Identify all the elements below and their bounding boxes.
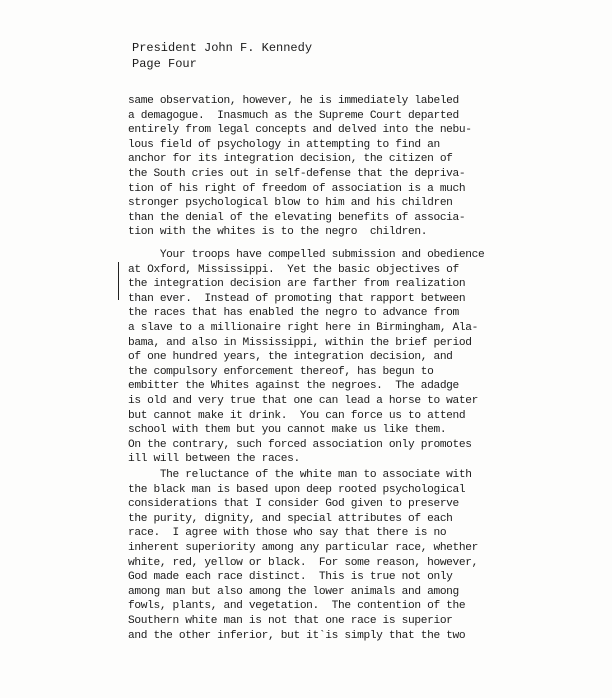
text-line: but cannot make it drink. You can force us to attend xyxy=(128,409,466,422)
text-line: than the denial of the elevating benefits of associa- xyxy=(128,211,466,224)
text-line: race. I agree with those who say that there is no xyxy=(128,527,447,540)
text-line: ill will between the races. xyxy=(128,453,300,466)
text-line: at Oxford, Mississippi. Yet the basic objectives of xyxy=(128,263,459,276)
text-line: the compulsory enforcement thereof, has begun to xyxy=(128,365,434,378)
text-line: the black man is based upon deep rooted psychological xyxy=(128,483,466,496)
margin-mark xyxy=(118,262,119,300)
text-line: God made each race distinct. This is true not only xyxy=(128,571,453,584)
text-line: anchor for its integration decision, the citizen of xyxy=(128,153,453,166)
paragraph-1 xyxy=(128,94,548,240)
page-header xyxy=(132,40,312,72)
text-line: tion with the whites is to the negro children. xyxy=(128,226,428,239)
text-line: On the contrary, such forced association only promotes xyxy=(128,438,472,451)
text-line: fowls, plants, and vegetation. The contention of the xyxy=(128,600,466,613)
text-line: than ever. Instead of promoting that rapport between xyxy=(128,292,466,305)
text-line: a slave to a millionaire right here in Birmingham, Ala- xyxy=(128,321,478,334)
text-line: a demagogue. Inasmuch as the Supreme Court departed xyxy=(128,109,459,122)
text-line: of one hundred years, the integration decision, and xyxy=(128,351,453,364)
text-line: tion of his right of freedom of association is a much xyxy=(128,182,466,195)
text-line: Your troops have compelled submission and obedience xyxy=(128,249,485,261)
text-line: considerations that I consider God given to preserve xyxy=(128,498,459,511)
text-line: the races that has enabled the negro to advance from xyxy=(128,307,459,320)
text-line: the South cries out in self-defense that the depriva- xyxy=(128,167,466,180)
text-line: the integration decision are farther from realization xyxy=(128,278,466,291)
paragraph-3 xyxy=(128,468,548,643)
page-number-line: Page Four xyxy=(132,57,197,71)
text-line: bama, and also in Mississippi, within the brief period xyxy=(128,336,472,349)
text-line: stronger psychological blow to him and his children xyxy=(128,197,453,210)
text-line: among man but also among the lower animals and among xyxy=(128,585,459,598)
text-line: school with them but you cannot make us like them. xyxy=(128,424,447,437)
text-line: inherent superiority among any particular race, whether xyxy=(128,541,478,554)
text-line: embitter the Whites against the negroes. The adadge xyxy=(128,380,459,393)
text-line: is old and very true that one can lead a horse to water xyxy=(128,394,478,407)
text-line: and the other inferior, but it`is simply that the two xyxy=(128,629,466,642)
text-line: The reluctance of the white man to associate with xyxy=(128,469,472,481)
text-line: white, red, yellow or black. For some reason, however, xyxy=(128,556,478,569)
text-line: entirely from legal concepts and delved into the nebu- xyxy=(128,124,472,137)
text-line: Southern white man is not that one race is superior xyxy=(128,614,453,627)
text-line: lous field of psychology in attempting to find an xyxy=(128,138,440,151)
text-line: the purity, dignity, and special attributes of each xyxy=(128,512,453,525)
paragraph-2 xyxy=(128,248,548,467)
text-line: same observation, however, he is immediately labeled xyxy=(128,95,459,107)
recipient-line: President John F. Kennedy xyxy=(132,41,313,55)
